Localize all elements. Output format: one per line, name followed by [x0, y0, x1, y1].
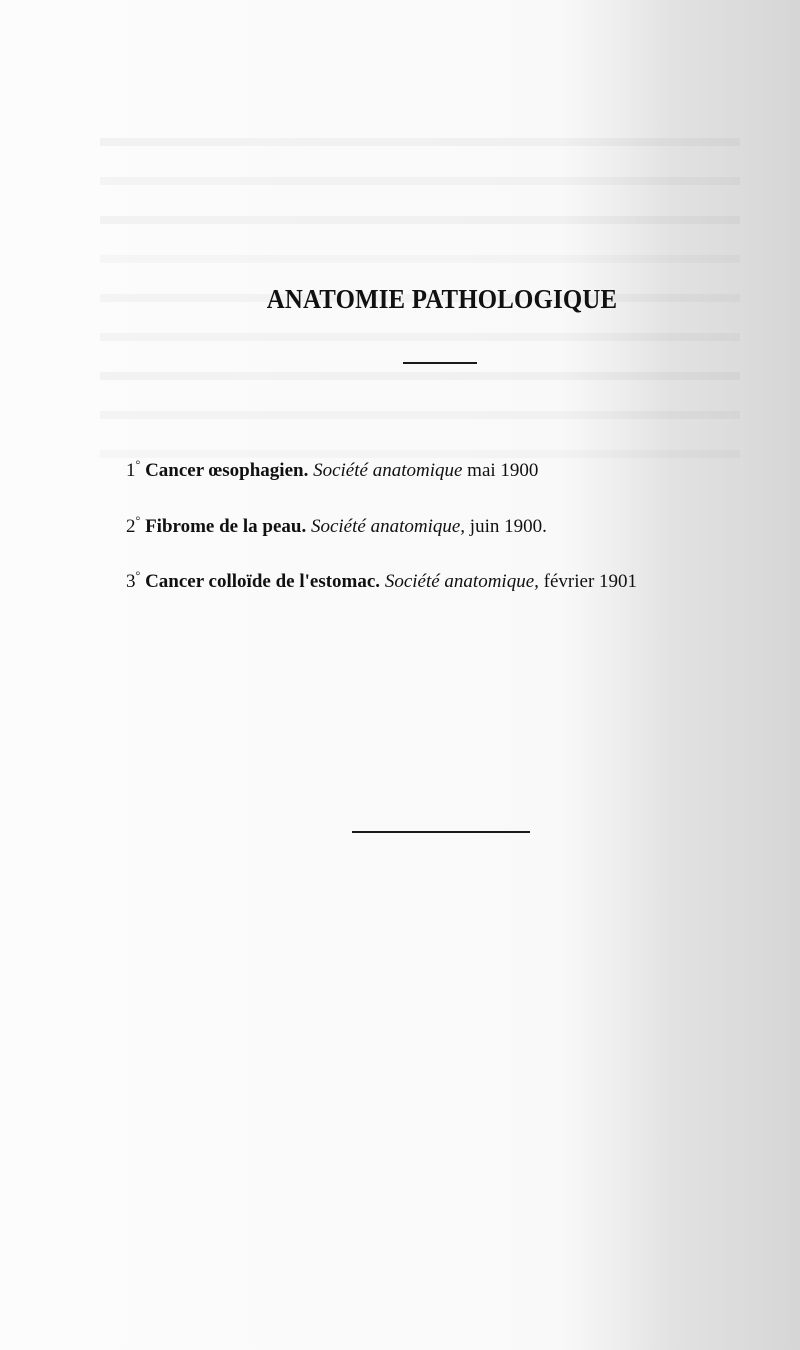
entry-degree: ° — [135, 457, 141, 472]
entry-date: juin 1900. — [469, 516, 547, 537]
entry-source: Société anatomique, — [310, 516, 466, 537]
entry-date: mai 1900 — [467, 460, 539, 481]
list-item — [126, 458, 538, 484]
list-item — [126, 569, 637, 595]
entry-number: 3 — [126, 571, 136, 592]
entry-source: Société anatomique — [313, 460, 463, 481]
title-divider — [403, 362, 477, 364]
entry-heading: Cancer œsophagien. — [145, 460, 309, 481]
entry-heading: Fibrome de la peau. — [145, 516, 307, 537]
closing-divider — [352, 831, 530, 833]
entry-date: février 1901 — [543, 571, 638, 592]
entry-source: Société anatomique, — [384, 571, 539, 592]
entry-number: 1 — [126, 460, 136, 481]
entry-number: 2 — [126, 516, 136, 537]
entry-heading: Cancer colloïde de l'estomac. — [145, 571, 381, 592]
page-title: ANATOMIE PATHOLOGIQUE — [266, 284, 618, 314]
entry-degree: ° — [135, 513, 141, 528]
entry-degree: ° — [135, 568, 141, 583]
list-item — [126, 514, 547, 540]
